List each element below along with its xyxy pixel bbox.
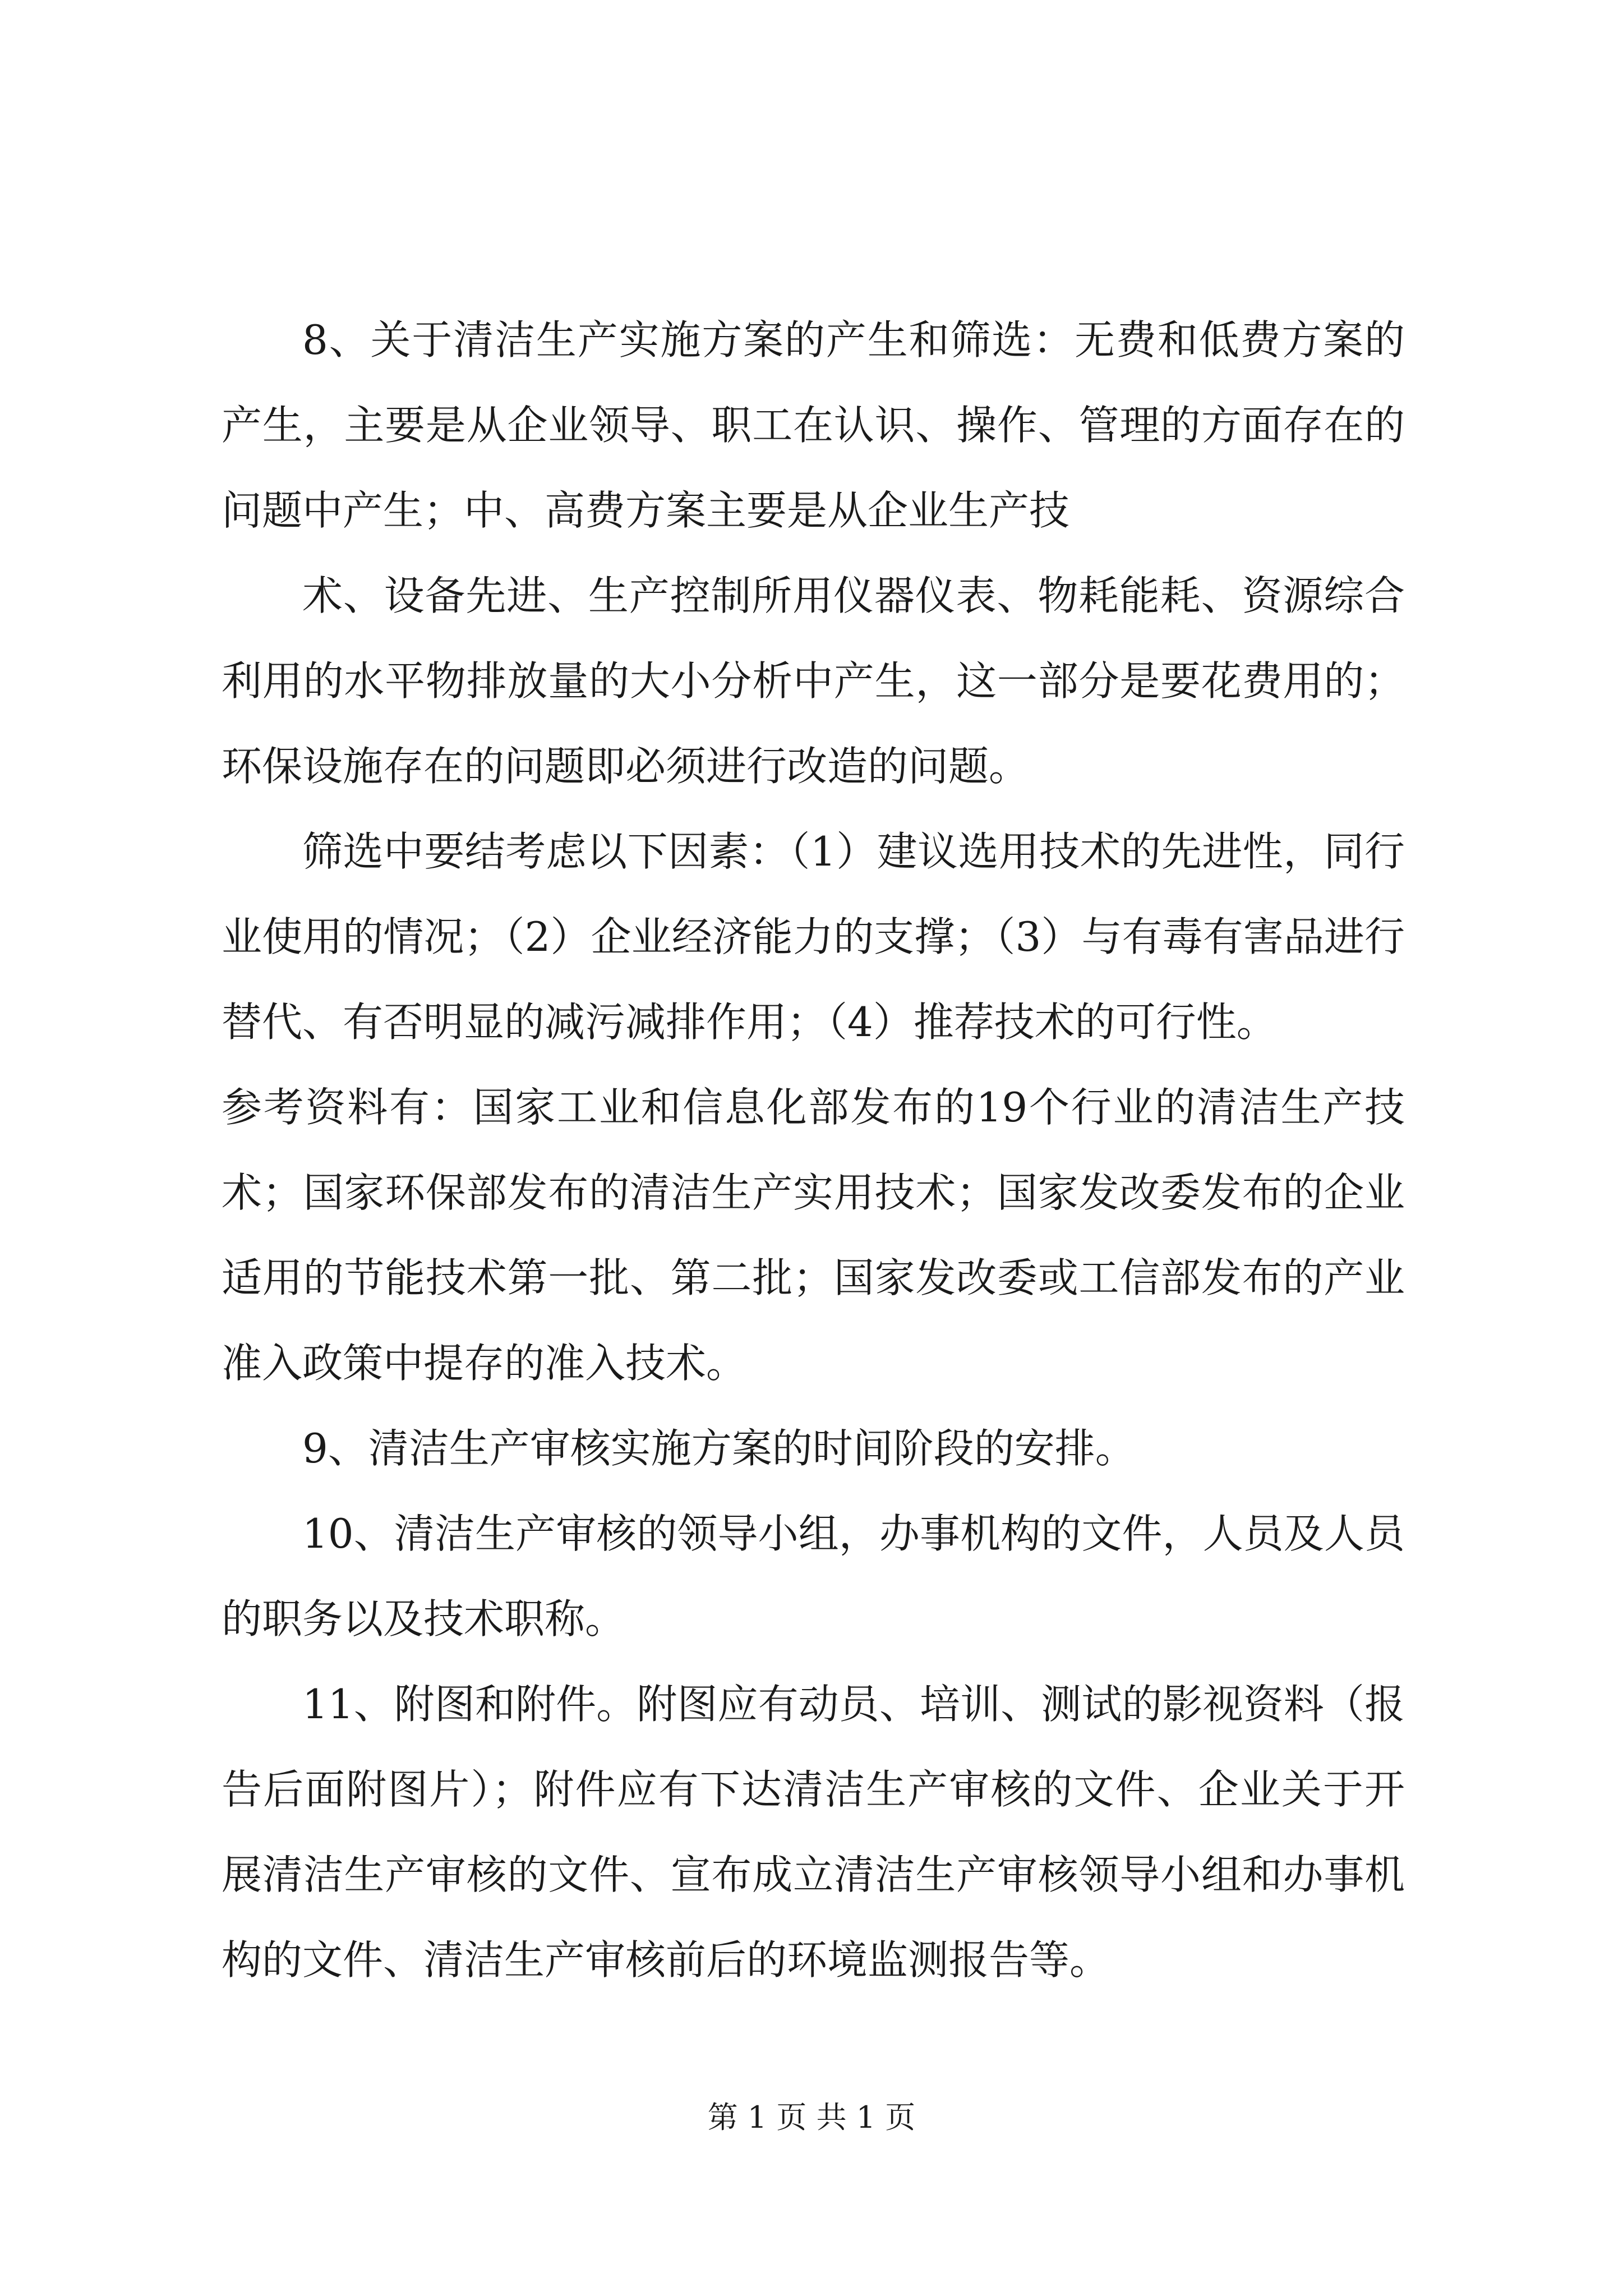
paragraph-screening-factors: 筛选中要结考虑以下因素：（1）建议选用技术的先进性，同行业使用的情况；（2）企业经济能力的支撑；（3）与有毒有害品进行替代、有否明显的减污减排作用；（4）推荐技术的可行性。 [222, 828, 1405, 1046]
paragraph-references: 参考资料有：国家工业和信息化部发布的19个行业的清洁生产技术；国家环保部发布的清洁生产实用技术；国家发改委发布的企业适用的节能技术第一批、第二批；国家发改委或工信部发布的产业准入政策中提存的准入技术。 [222, 1084, 1405, 1387]
paragraph-10-leadership: 10、清洁生产审核的领导小组，办事机构的文件，人员及人员的职务以及技术职称。 [222, 1510, 1405, 1642]
document-body [222, 297, 1405, 2003]
page-footer: 第 1 页 共 1 页 [707, 2100, 916, 2135]
paragraph-8-continued: 术、设备先进、生产控制所用仪器仪表、物耗能耗、资源综合利用的水平物排放量的大小分析中产生，这一部分是要花费用的；环保设施存在的问题即必须进行改造的问题。 [222, 572, 1405, 790]
paragraph-9-schedule: 9、清洁生产审核实施方案的时间阶段的安排。 [302, 1425, 1136, 1472]
paragraph-11-attachments: 11、附图和附件。附图应有动员、培训、测试的影视资料（报告后面附图片）；附件应有下达清洁生产审核的文件、企业关于开展清洁生产审核的文件、宣布成立清洁生产审核领导小组和办事机构的文件、清洁生产审核前后的环境监测报告等。 [222, 1681, 1405, 1984]
paragraph-8-solutions: 8、关于清洁生产实施方案的产生和筛选：无费和低费方案的产生，主要是从企业领导、职工在认识、操作、管理的方面存在的问题中产生；中、高费方案主要是从企业生产技 [222, 316, 1405, 534]
